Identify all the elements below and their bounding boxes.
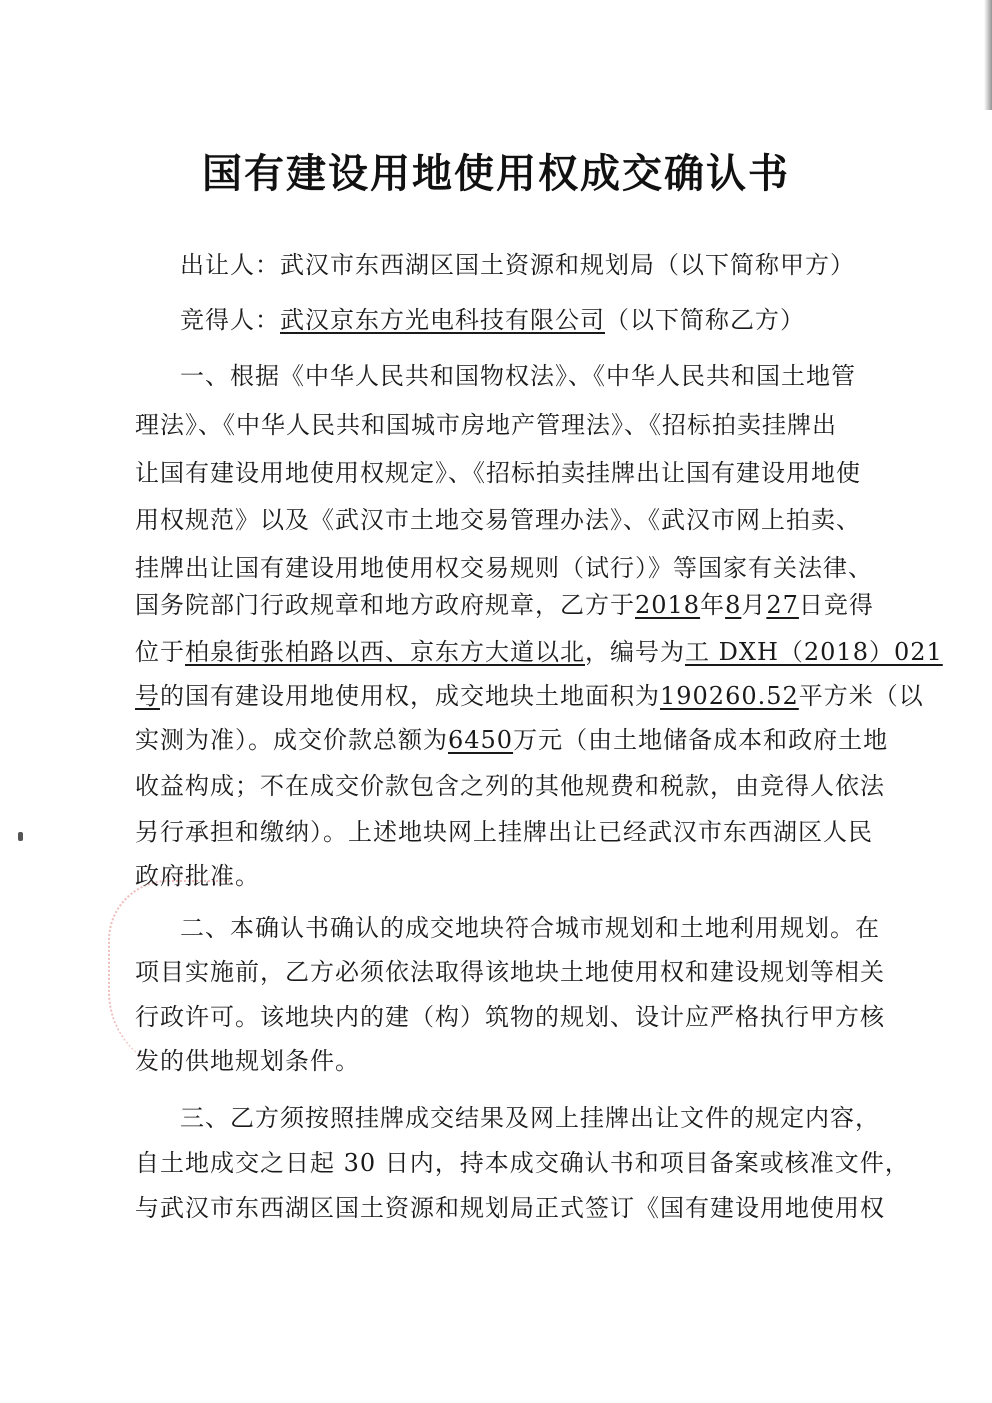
s1-line-11: 另行承担和缴纳）。上述地块网上挂牌出让已经武汉市东西湖区人民 (135, 818, 873, 846)
s2-line-4: 发的供地规划条件。 (135, 1047, 360, 1075)
scan-speck (18, 832, 23, 841)
s1-line-9-end: 万元（由土地储备成本和政府土地 (513, 726, 889, 754)
s3-line-2: 自土地成交之日起 30 日内，持本成交确认书和项目备案或核准文件， (135, 1149, 910, 1177)
s2-line-1: 二、本确认书确认的成交地块符合城市规划和土地利用规划。在 (180, 914, 880, 942)
year-unit: 年 (700, 591, 726, 619)
s1-line-9 (135, 720, 889, 755)
s1-line-8 (135, 676, 924, 711)
s1-line-6-end: 日竞得 (798, 591, 874, 619)
land-area: 190260.52 (660, 682, 799, 710)
buyer-suffix: （以下简称乙方） (605, 306, 805, 334)
s1-line-8-end: 平方米（以 (798, 682, 924, 710)
month-unit: 月 (741, 591, 767, 619)
deal-day: 27 (766, 591, 799, 619)
s1-line-3: 让国有建设用地使用权规定》、《招标拍卖挂牌出让国有建设用地使 (135, 459, 861, 487)
buyer-name: 武汉京东方光电科技有限公司 (280, 306, 605, 334)
s2-line-2: 项目实施前，乙方必须依法取得该地块土地使用权和建设规划等相关 (135, 958, 885, 986)
s1-line-7-text: 位于 (135, 638, 185, 666)
s1-line-7 (135, 632, 943, 667)
s1-line-4: 用权规范》以及《武汉市土地交易管理办法》、《武汉市网上拍卖、 (135, 506, 861, 534)
land-code: 工 DXH（2018）021 (685, 638, 943, 666)
s3-line-1: 三、乙方须按照挂牌成交结果及网上挂牌出让文件的规定内容， (180, 1104, 880, 1132)
s1-line-10: 收益构成；不在成交价款包含之列的其他规费和税款，由竞得人依法 (135, 772, 885, 800)
land-location: 柏泉街张柏路以西、京东方大道以北 (185, 638, 585, 666)
deal-year: 2018 (635, 591, 701, 619)
s3-line-3: 与武汉市东西湖区国土资源和规划局正式签订《国有建设用地使用权 (135, 1194, 885, 1222)
deal-month: 8 (725, 591, 742, 619)
buyer-label: 竞得人： (180, 306, 280, 334)
s1-line-7-mid: ，编号为 (585, 638, 685, 666)
code-suffix: 号 (135, 682, 160, 710)
s1-line-8-text: 的国有建设用地使用权，成交地块土地面积为 (160, 682, 660, 710)
scan-edge-shadow (984, 0, 992, 110)
deal-price: 6450 (448, 726, 514, 754)
s1-line-6-text: 国务院部门行政规章和地方政府规章，乙方于 (135, 591, 635, 619)
seller-label: 出让人： (180, 251, 280, 279)
s1-line-9-text: 实测为准）。成交价款总额为 (135, 726, 448, 754)
seller-value: 武汉市东西湖区国土资源和规划局（以下简称甲方） (280, 251, 855, 279)
s1-line-12: 政府批准。 (135, 862, 260, 890)
s1-line-5: 挂牌出让国有建设用地使用权交易规则（试行）》等国家有关法律、 (135, 554, 873, 582)
document-title: 国有建设用地使用权成交确认书 (202, 151, 790, 197)
s2-line-3: 行政许可。该地块内的建（构）筑物的规划、设计应严格执行甲方核 (135, 1003, 885, 1031)
seller-line (180, 245, 930, 280)
s1-line-6 (135, 585, 885, 620)
buyer-line (180, 300, 930, 335)
s1-line-2: 理法》、《中华人民共和国城市房地产管理法》、《招标拍卖挂牌出 (135, 411, 837, 439)
s1-line-1: 一、根据《中华人民共和国物权法》、《中华人民共和国土地管 (180, 362, 856, 390)
